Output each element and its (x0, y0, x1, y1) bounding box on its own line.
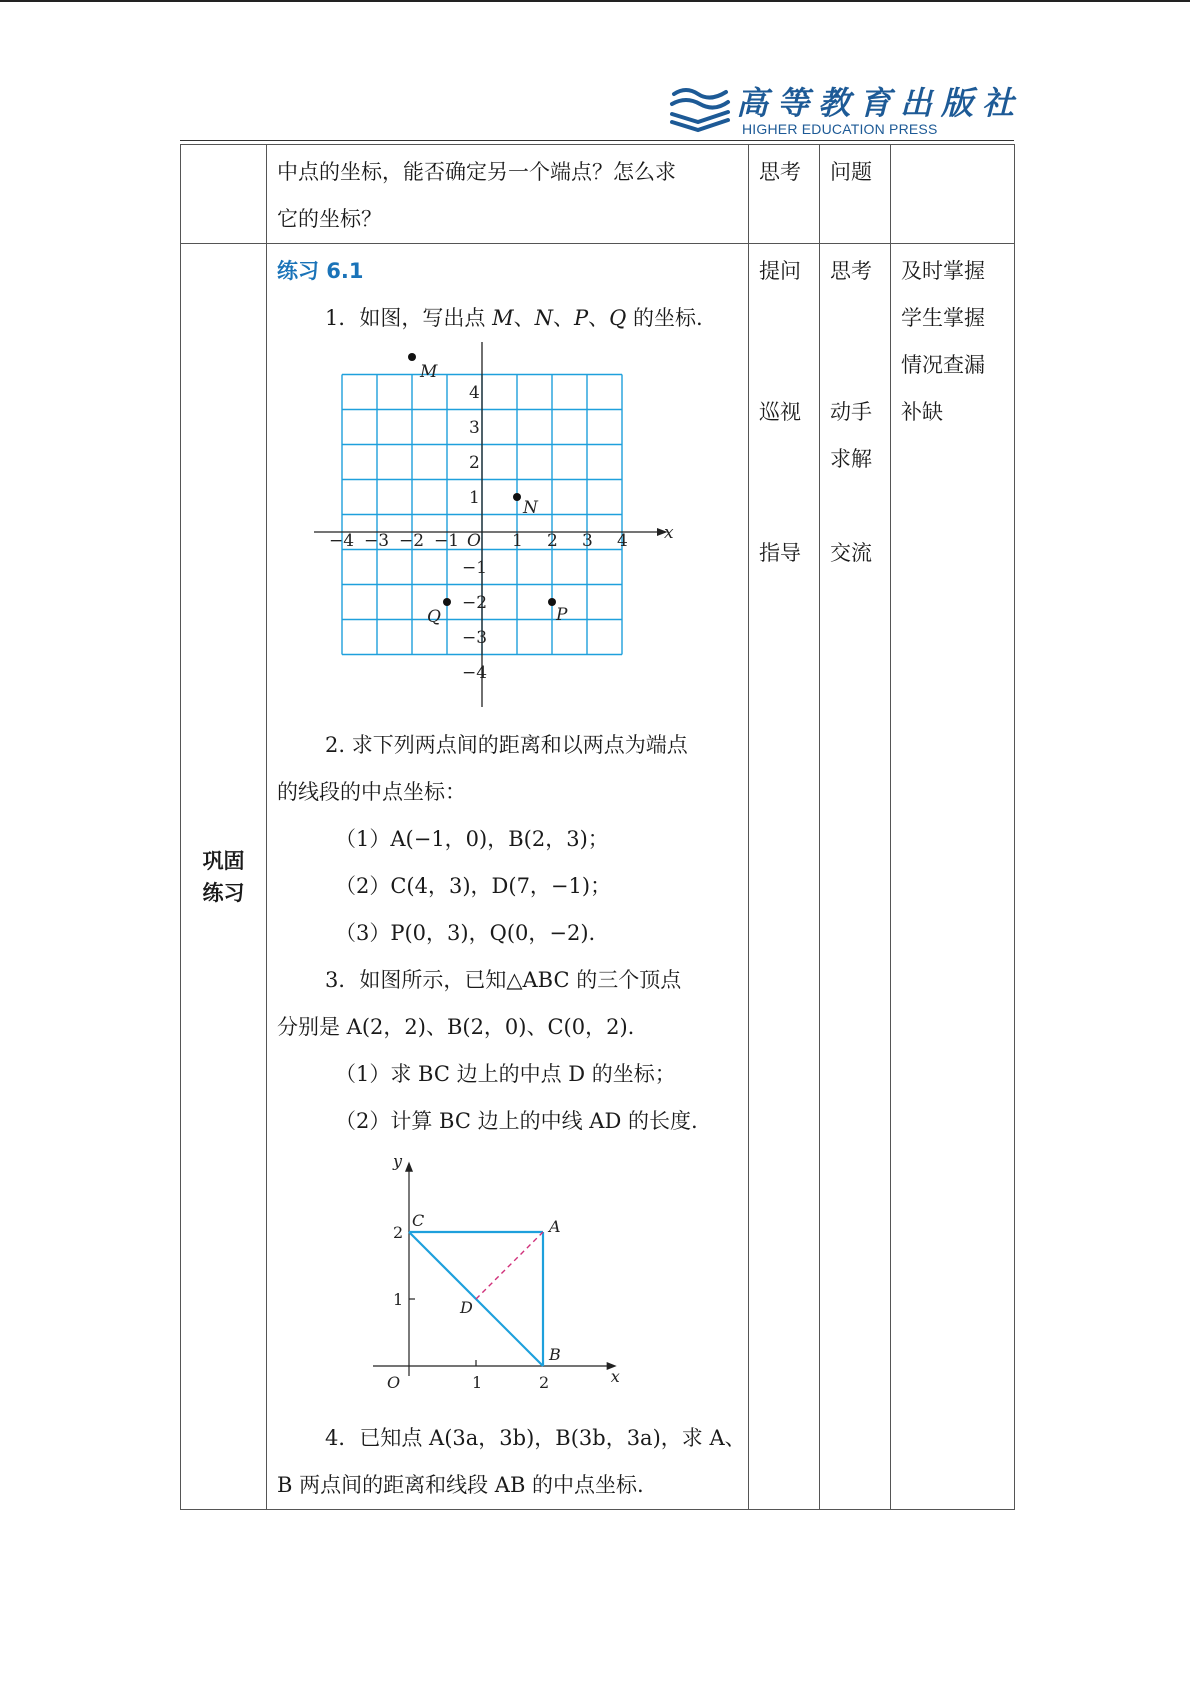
teacher-activity: 提问 (759, 259, 801, 283)
point-label: Q (427, 607, 441, 627)
teacher-activity-cell (749, 145, 820, 244)
x-tick-label: 3 (582, 531, 593, 551)
y-tick-label: 4 (469, 383, 480, 403)
design-intent-cell (891, 244, 1015, 1510)
y-tick-label: −2 (462, 593, 488, 613)
question-2-item: （3）P(0，3)，Q(0，−2). (335, 921, 596, 945)
page-top-border (0, 0, 1190, 2)
point-label: N (523, 498, 538, 518)
design-intent-cell (891, 145, 1015, 244)
design-intent: 及时掌握 (901, 259, 985, 283)
y-tick-label: 1 (469, 488, 480, 508)
row-label-cell (181, 244, 267, 1510)
row-label: 巩固 (202, 848, 245, 873)
x-tick-label: 1 (472, 1373, 483, 1392)
y-tick-label: 2 (393, 1223, 404, 1242)
question-3-sub: （1）求 BC 边上的中点 D 的坐标； (335, 1062, 676, 1086)
question-2-line: 的线段的中点坐标： (277, 780, 466, 804)
point-M (408, 353, 416, 361)
x-tick-label: 2 (547, 531, 558, 551)
x-tick-label: 1 (512, 531, 523, 551)
coordinate-grid-svg (277, 342, 747, 722)
x-axis-label: x (610, 1367, 620, 1386)
student-activity: 交流 (830, 541, 872, 565)
origin-label: O (387, 1373, 401, 1392)
y-tick-label: 3 (469, 418, 480, 438)
content-line: 它的坐标？ (277, 207, 382, 231)
exercise-title: 练习 6.1 (277, 259, 364, 283)
content-line: 中点的坐标，能否确定另一个端点？怎么求 (277, 160, 676, 184)
point-P (548, 598, 556, 606)
row-label: 练习 (202, 880, 245, 905)
point-label: M (420, 362, 438, 382)
student-activity: 问题 (830, 160, 872, 184)
x-tick-label: 2 (539, 1373, 550, 1392)
design-intent: 情况查漏 (901, 353, 985, 377)
teacher-activity-cell (749, 244, 820, 1510)
teacher-activity: 巡视 (759, 400, 801, 424)
question-3-line: 3．如图所示，已知△ABC 的三个顶点 (325, 968, 682, 992)
design-intent: 学生掌握 (901, 306, 985, 330)
student-activity-cell (820, 145, 891, 244)
question-1: 1．如图，写出点 M、N、P、Q 的坐标. (325, 306, 703, 330)
content-cell (267, 145, 749, 244)
row-label-cell (181, 145, 267, 244)
vertex-label: A (549, 1217, 561, 1236)
publisher-name-cn: 高等教育出版社 (736, 84, 1024, 122)
table-row (181, 145, 1015, 244)
content-cell (267, 244, 749, 1510)
x-tick-label: 4 (617, 531, 628, 551)
y-tick-label: 1 (393, 1290, 404, 1309)
lesson-plan-table (180, 144, 1015, 1510)
y-axis-label: y (393, 1151, 403, 1171)
point-N (513, 493, 521, 501)
x-axis-label: x (664, 523, 674, 543)
y-tick-label: −4 (462, 663, 488, 683)
student-activity-cell (820, 244, 891, 1510)
point-label: P (556, 605, 568, 625)
figure-coordinate-grid (277, 342, 740, 722)
student-activity: 思考 (830, 259, 872, 283)
student-activity: 求解 (830, 447, 872, 471)
table-row (181, 244, 1015, 1510)
design-intent: 补缺 (901, 400, 943, 424)
header-rule (180, 140, 1014, 141)
x-tick-label: −2 (399, 531, 425, 551)
question-2-line: 2. 求下列两点间的距离和以两点为端点 (325, 733, 688, 757)
vertex-label: C (412, 1211, 425, 1230)
publisher-name-en: HIGHER EDUCATION PRESS (742, 121, 938, 137)
x-tick-label: −3 (364, 531, 390, 551)
point-Q (443, 598, 451, 606)
teacher-activity: 思考 (759, 160, 801, 184)
question-3-sub: （2）计算 BC 边上的中线 AD 的长度. (335, 1109, 698, 1133)
y-tick-label: 2 (469, 453, 480, 473)
y-tick-label: −1 (462, 558, 488, 578)
x-tick-label: −1 (434, 531, 460, 551)
y-tick-label: −3 (462, 628, 488, 648)
origin-label: O (467, 531, 481, 551)
vertex-label: B (549, 1345, 561, 1364)
question-2-item: （2）C(4，3)，D(7，−1)； (335, 874, 612, 898)
vertex-label: D (460, 1298, 473, 1317)
publisher-logo (668, 80, 1024, 142)
book-wave-icon (668, 84, 732, 136)
question-4-line: B 两点间的距离和线段 AB 的中点坐标. (277, 1473, 644, 1497)
question-4-line: 4．已知点 A(3a，3b)，B(3b，3a)，求 A、 (325, 1426, 746, 1450)
median-AD (476, 1232, 543, 1299)
figure-triangle (277, 1145, 740, 1415)
triangle-svg (277, 1145, 747, 1415)
question-2-item: （1）A(−1，0)，B(2，3)； (335, 827, 609, 851)
student-activity: 动手 (830, 400, 872, 424)
teacher-activity: 指导 (759, 541, 801, 565)
y-axis-arrow (405, 1162, 413, 1172)
question-3-line: 分别是 A(2，2)、B(2，0)、C(0，2). (277, 1015, 635, 1039)
x-tick-label: −4 (329, 531, 355, 551)
